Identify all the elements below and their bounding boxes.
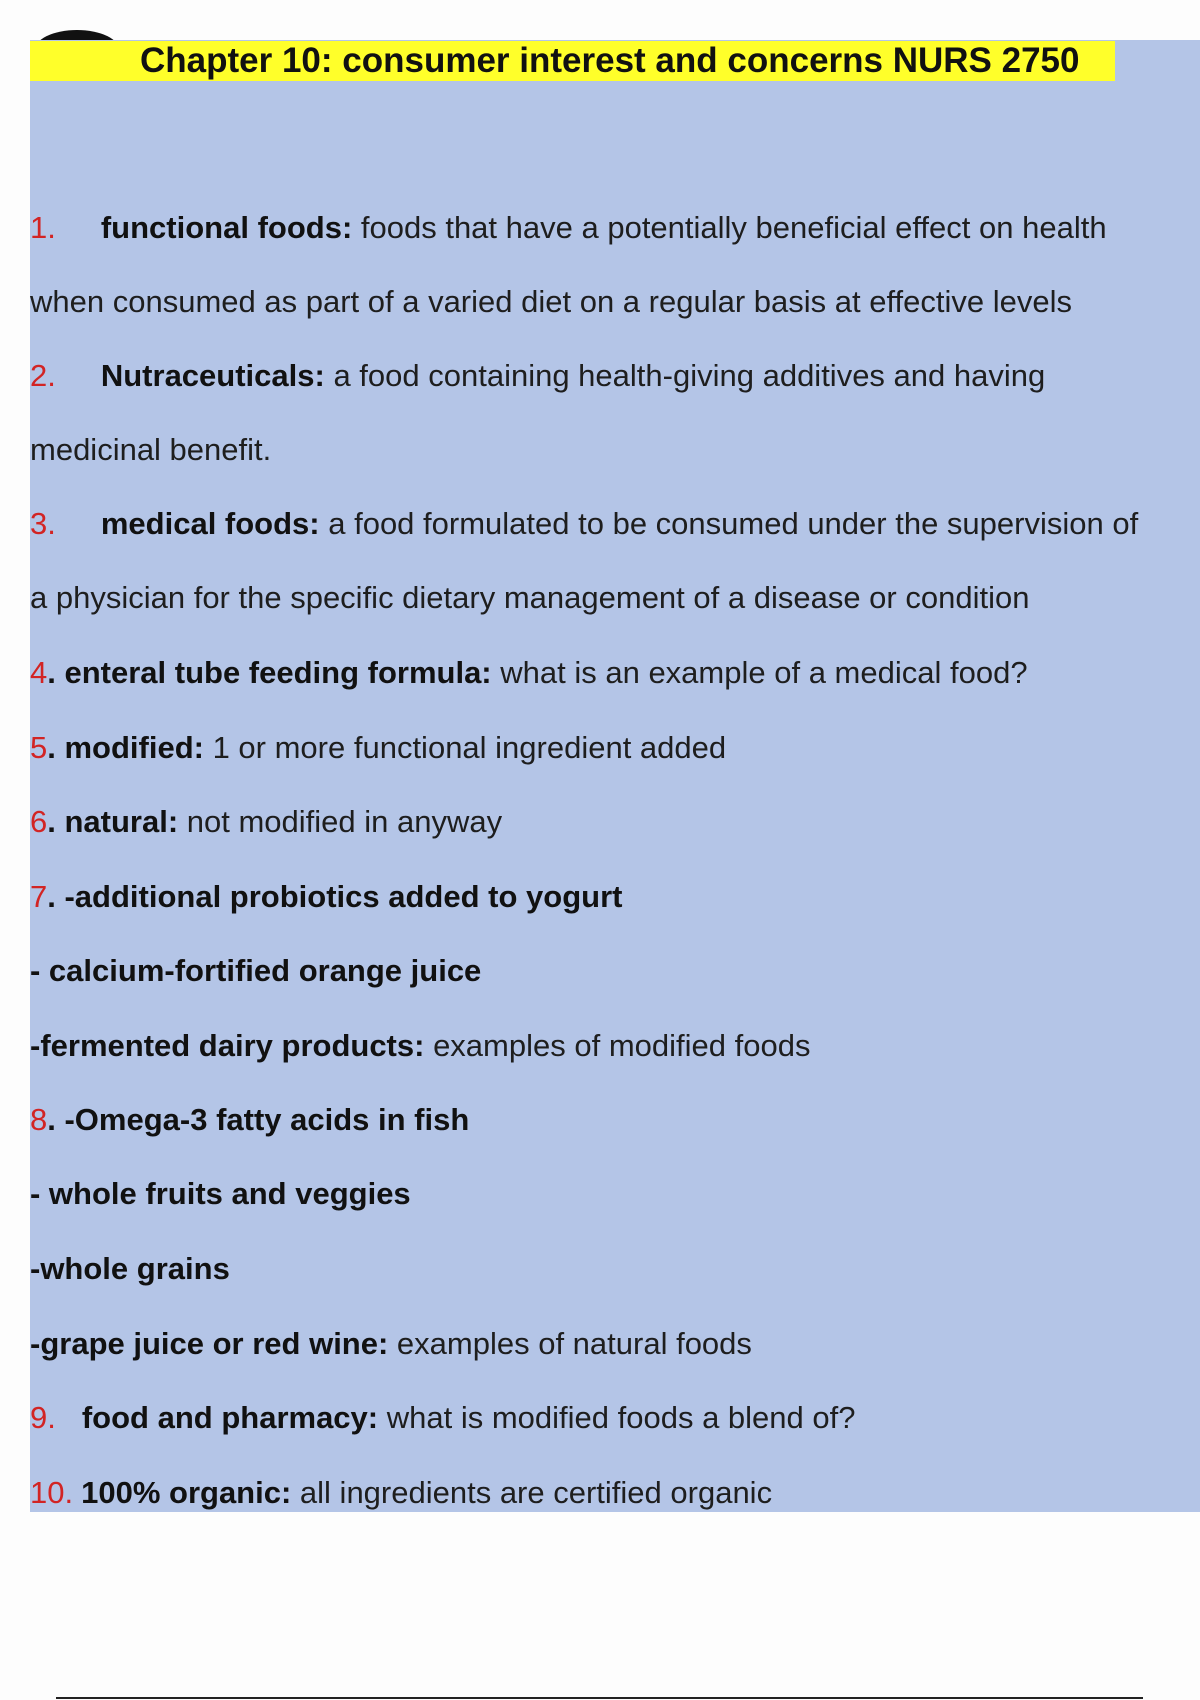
list-item: 1. functional foods: foods that have a potentially beneficial effect on health <box>30 210 1107 245</box>
highlight-panel <box>30 40 1200 1512</box>
list-item: -whole grains <box>30 1251 230 1286</box>
list-item: 2. Nutraceuticals: a food containing health-giving additives and having <box>30 358 1046 393</box>
list-item: -fermented dairy products: examples of modified foods <box>30 1028 811 1063</box>
bottom-divider <box>56 1697 1143 1699</box>
list-item: 7. -additional probiotics added to yogurt <box>30 879 623 914</box>
list-item: - calcium-fortified orange juice <box>30 953 482 988</box>
list-item: 4. enteral tube feeding formula: what is an example of a medical food? <box>30 655 1028 690</box>
panel-edge <box>1115 41 1200 81</box>
list-item: when consumed as part of a varied diet on a regular basis at effective levels <box>30 284 1072 319</box>
list-item: 10. 100% organic: all ingredients are certified organic <box>30 1475 773 1510</box>
page-title: Chapter 10: consumer interest and concerns NURS 2750 <box>140 41 1080 80</box>
list-item: medicinal benefit. <box>30 432 272 467</box>
list-item: -grape juice or red wine: examples of natural foods <box>30 1326 752 1361</box>
list-item: - whole fruits and veggies <box>30 1176 411 1211</box>
list-item: 3. medical foods: a food formulated to be consumed under the supervision of <box>30 506 1139 541</box>
list-item: 6. natural: not modified in anyway <box>30 804 503 839</box>
list-item: 8. -Omega-3 fatty acids in fish <box>30 1102 470 1137</box>
list-item: a physician for the specific dietary management of a disease or condition <box>30 580 1030 615</box>
list-item: 9. food and pharmacy: what is modified foods a blend of? <box>30 1400 856 1435</box>
list-item: 5. modified: 1 or more functional ingredient added <box>30 730 727 765</box>
